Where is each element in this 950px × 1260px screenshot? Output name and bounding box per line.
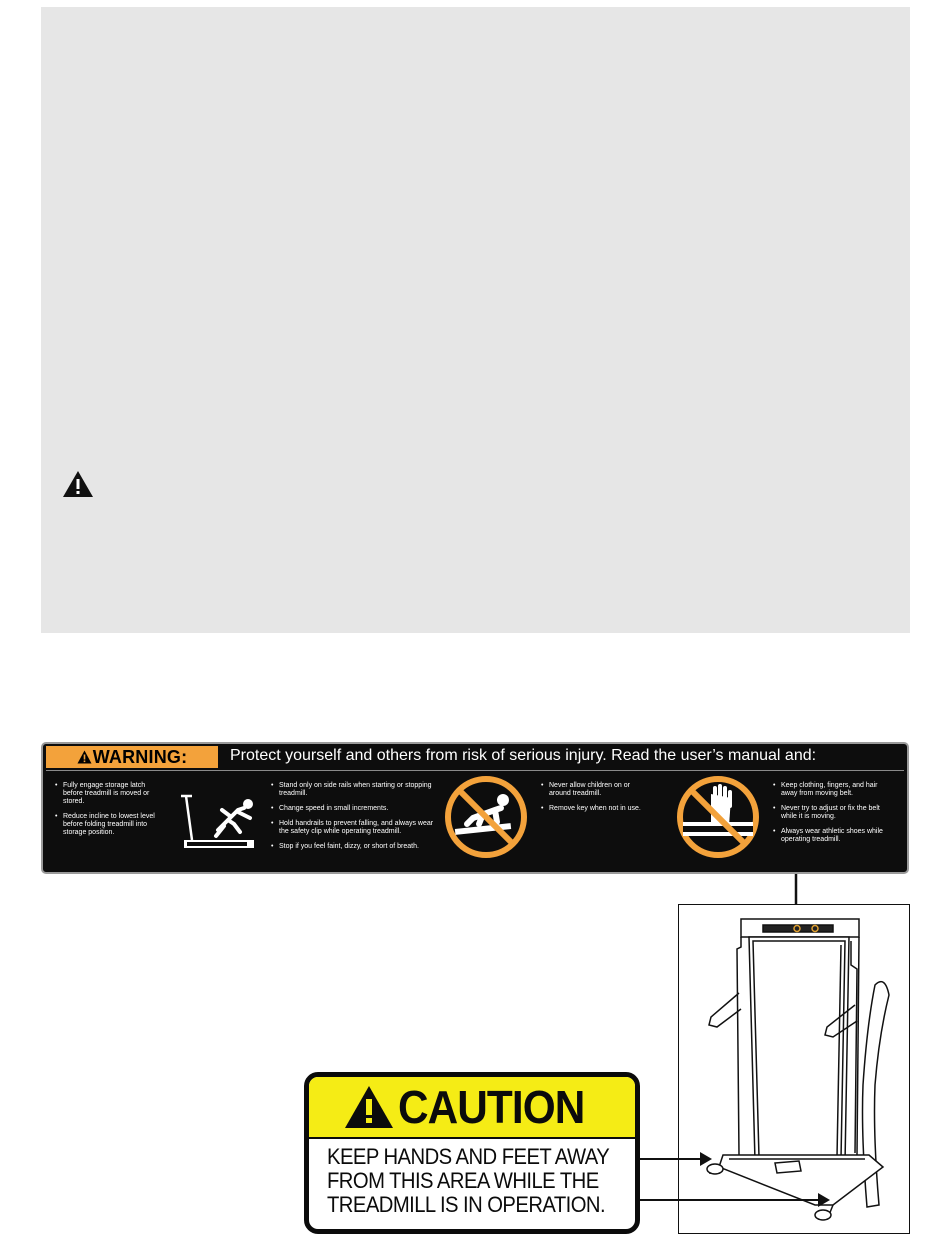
warning-column-2 (271, 782, 441, 858)
warning-bullet: • Fully engage storage latch before treadmill is moved or stored. (55, 782, 165, 806)
caution-line: KEEP HANDS AND FEET AWAY (327, 1144, 610, 1169)
no-children-icon (443, 774, 529, 860)
person-falling-from-treadmill-icon (178, 790, 268, 852)
warning-bullet: • Change speed in small increments. (271, 805, 441, 813)
warning-bullet: • Remove key when not in use. (541, 805, 651, 813)
warning-decal (41, 742, 909, 874)
warning-bullet: • Never allow children on or around treadmill. (541, 782, 651, 798)
caution-line: FROM THIS AREA WHILE THE (327, 1168, 599, 1193)
treadmill-illustration (678, 904, 910, 1234)
warning-bullet: • Hold handrails to prevent falling, and always wear the safety clip while operating treadmill. (271, 820, 441, 836)
warning-column-3 (541, 782, 651, 820)
grey-panel (41, 7, 910, 633)
caution-line: TREADMILL IS IN OPERATION. (327, 1192, 606, 1217)
caution-label (304, 1072, 640, 1234)
caution-pointer-arrow (640, 1199, 828, 1201)
caution-header (309, 1077, 635, 1139)
warning-badge-text: WARNING: (92, 746, 188, 767)
warning-bullet: • Stand only on side rails when starting or stopping treadmill. (271, 782, 441, 798)
caution-title: CAUTION (397, 1081, 585, 1133)
warning-badge (46, 746, 218, 768)
no-hands-near-belt-icon (675, 774, 761, 860)
warning-bullet: • Never try to adjust or fix the belt while it is moving. (773, 805, 893, 821)
warning-column-4 (773, 782, 893, 851)
warning-column-1 (55, 782, 165, 844)
warning-bullet: • Keep clothing, fingers, and hair away from moving belt. (773, 782, 893, 798)
warning-triangle-icon (62, 470, 94, 498)
divider (46, 770, 904, 771)
caution-pointer-arrow (640, 1158, 710, 1160)
warning-bullet: • Stop if you feel faint, dizzy, or short of breath. (271, 843, 441, 851)
warning-bullet: • Reduce incline to lowest level before folding treadmill into storage position. (55, 813, 165, 837)
warning-bullet: • Always wear athletic shoes while operating treadmill. (773, 828, 893, 844)
warning-triangle-icon (77, 750, 92, 764)
warning-headline: Protect yourself and others from risk of serious injury. Read the user’s manual and: (230, 747, 817, 764)
warning-triangle-icon (344, 1085, 394, 1129)
caution-message (327, 1145, 612, 1217)
folded-treadmill-icon (679, 905, 908, 1232)
